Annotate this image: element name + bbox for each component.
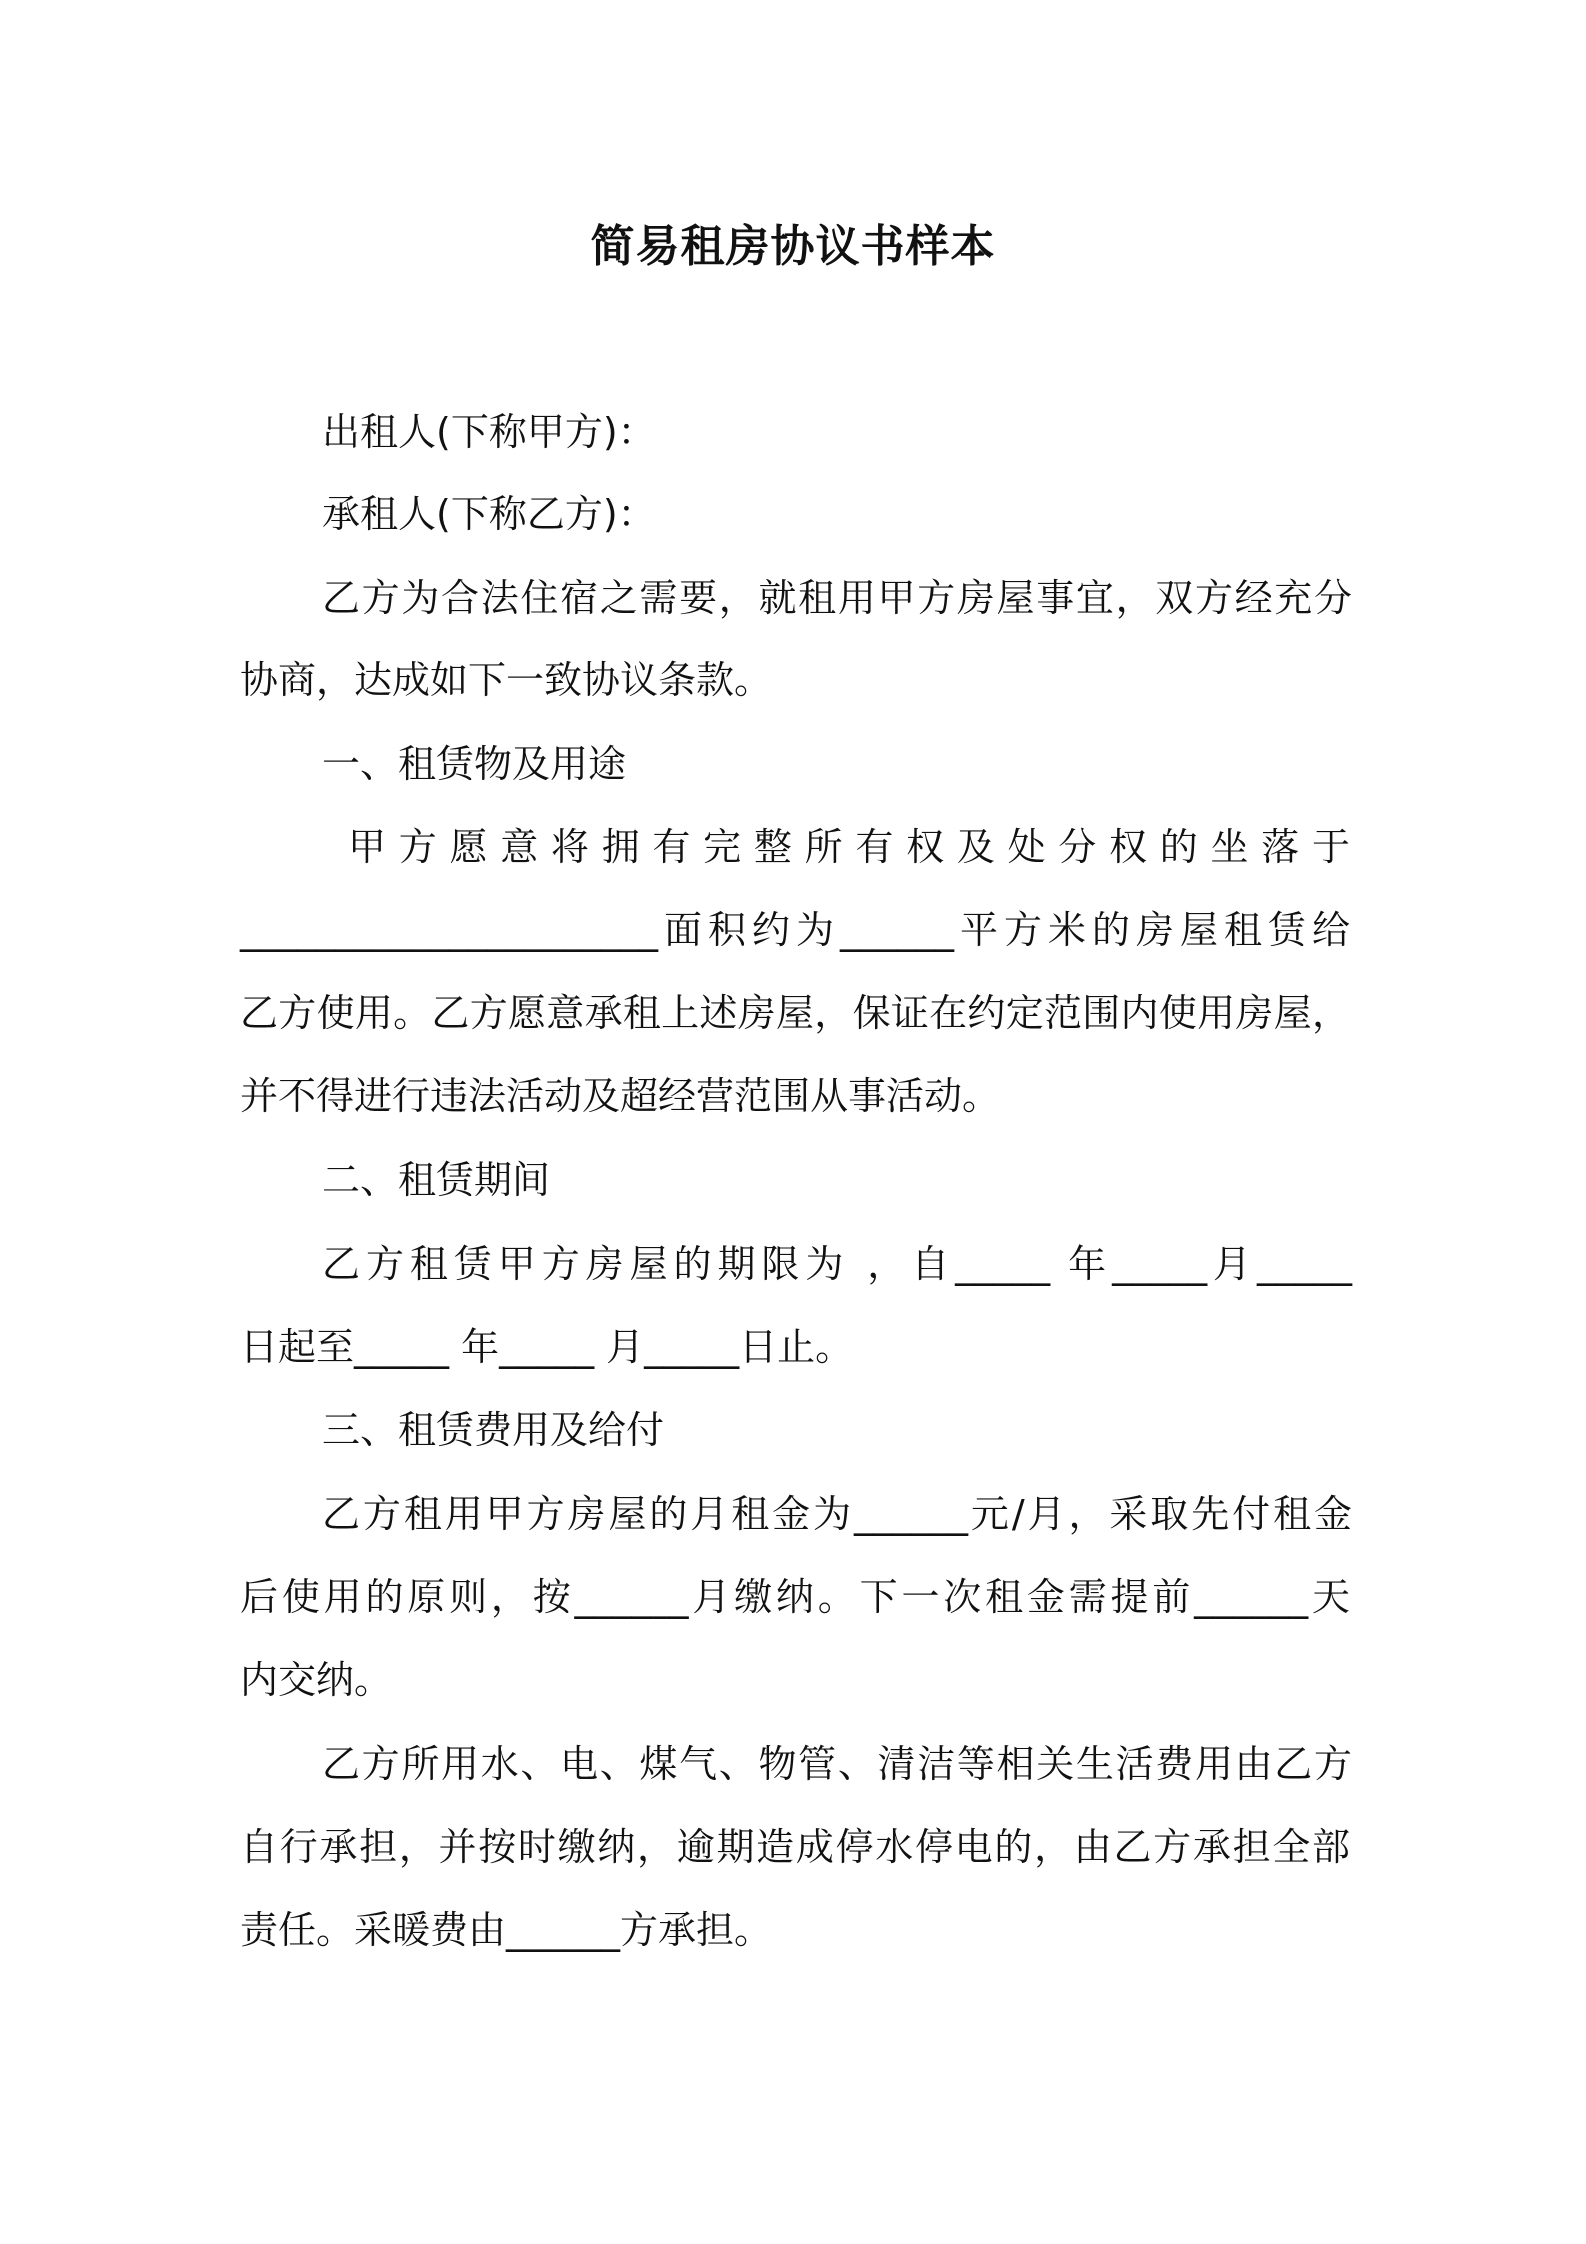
section-1-heading: 一、租赁物及用途 [322, 742, 627, 786]
intro-line-2: 协商，达成如下一致协议条款。 [240, 658, 773, 702]
section-3-line-2: 后使用的原则，按______月缴纳。下一次租金需提前______天 [240, 1575, 1350, 1619]
section-3-line-1: 乙方租用甲方房屋的月租金为______元/月，采取先付租金 [322, 1492, 1352, 1536]
section-1-line-1: 甲方愿意将拥有完整所有权及处分权的坐落于 [348, 825, 1350, 869]
section-2-line-2: 日起至_____ 年_____ 月_____日止。 [240, 1325, 854, 1369]
lessee-line: 承租人(下称乙方)： [322, 492, 656, 536]
section-2-line-1: 乙方租赁甲方房屋的期限为 ，自_____ 年_____月_____ [322, 1242, 1352, 1286]
intro-line-1: 乙方为合法住宿之需要，就租用甲方房屋事宜，双方经充分 [322, 576, 1352, 620]
section-2-heading: 二、租赁期间 [322, 1158, 551, 1202]
section-3-line-3: 内交纳。 [240, 1658, 393, 1702]
utilities-line-2: 自行承担，并按时缴纳，逾期造成停水停电的，由乙方承担全部 [240, 1825, 1350, 1869]
section-1-line-4: 并不得进行违法活动及超经营范围从事活动。 [240, 1074, 1001, 1118]
utilities-line-1: 乙方所用水、电、煤气、物管、清洁等相关生活费用由乙方 [322, 1742, 1352, 1786]
section-1-line-3: 乙方使用。乙方愿意承租上述房屋，保证在约定范围内使用房屋， [240, 991, 1350, 1035]
utilities-line-3: 责任。采暖费由______方承担。 [240, 1908, 773, 1952]
document-title: 简易租房协议书样本 [590, 221, 996, 272]
section-3-heading: 三、租赁费用及给付 [322, 1408, 665, 1452]
lessor-line: 出租人(下称甲方)： [322, 410, 656, 454]
section-1-line-2: ______________________面积约为______平方米的房屋租赁给 [240, 908, 1350, 952]
